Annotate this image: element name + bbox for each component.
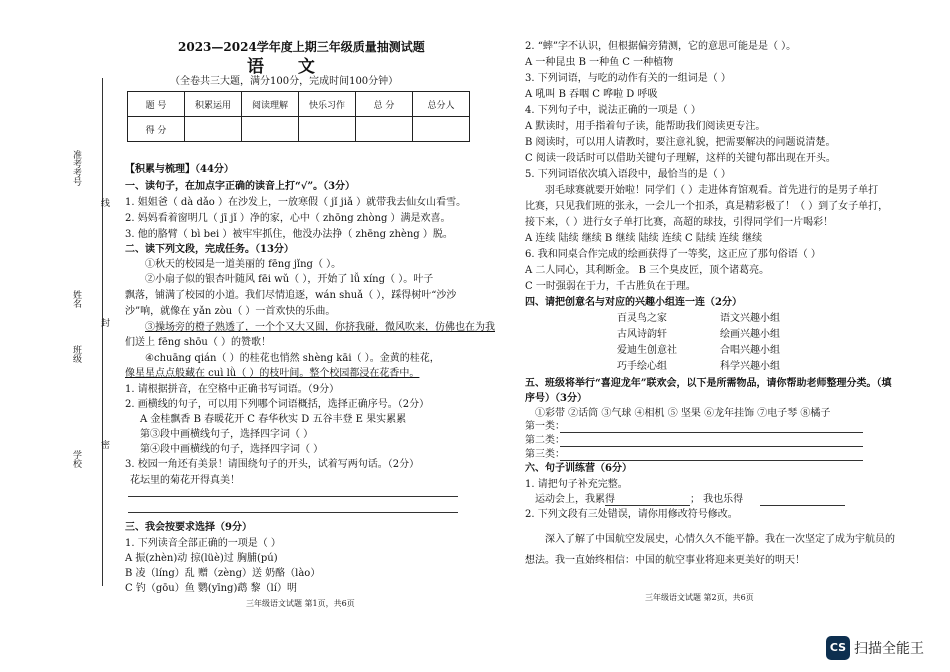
match-left-item[interactable]: 爱迪生创意社 — [617, 345, 677, 356]
match-right-item[interactable]: 科学兴趣小组 — [720, 361, 780, 372]
question-title-cont: 序号）（3分） — [525, 393, 587, 404]
question-line: 3. 他的胳臂（ bì bei ）被牢牢抓住，他没办法挣（ zhēng zhèng ）脱。 — [125, 229, 453, 240]
passage-line: 接下来，（ ）进行女子单打比赛，高超的球技，引得同学们一片喝彩！ — [525, 217, 834, 228]
score-header-cell: 总 分 — [356, 92, 413, 117]
passage-line: 羽毛球赛就要开始啦！同学们（ ）走进体育馆观看。首先进行的是男子单打 — [545, 185, 879, 196]
side-mark-secret: 密 — [99, 440, 109, 449]
side-mark-line: 线 — [99, 198, 109, 207]
side-school: 学校 — [71, 450, 81, 468]
choice-option: B 阅读时，可以用人请教时，要注意礼貌，把需要解决的问题说清楚。 — [525, 137, 836, 148]
score-table — [127, 91, 470, 142]
match-right-item[interactable]: 合唱兴趣小组 — [720, 345, 780, 356]
question-title: 一、读句子，在加点字正确的读音上打“√”。（3分） — [125, 181, 356, 192]
task-line: 1. 请根据拼音，在空格中正确书写词语。（9分） — [125, 384, 340, 395]
choice-option: C 一时强弱在于力，千古胜负在于理。 — [525, 281, 696, 292]
category-label: 第一类： — [525, 421, 565, 432]
answer-line[interactable] — [605, 505, 690, 506]
side-name: 姓名 — [71, 290, 81, 308]
score-cell[interactable] — [242, 117, 299, 142]
page-footer: 三年级语文试题 第1页，共6页 — [246, 599, 355, 608]
question-line: 1. 请把句子补充完整。 — [525, 479, 628, 490]
answer-line[interactable] — [128, 496, 458, 497]
question-line: 2. 妈妈看着窗明几（ jī jǐ ）净的家，心中（ zhōng zhòng ）满是欢喜。 — [125, 213, 451, 224]
items-list: ①彩带 ②话筒 ③气球 ④相机 ⑤ 坚果 ⑥龙年挂饰 ⑦电子琴 ⑧橘子 — [535, 408, 831, 419]
section-title: 【积累与梳理】（44分） — [125, 164, 234, 175]
question-line: 6. 我和同桌合作完成的绘画获得了一等奖，这正应了那句俗语（ ） — [525, 249, 821, 260]
answer-line[interactable] — [760, 505, 845, 506]
score-header-cell: 阅读理解 — [242, 92, 299, 117]
score-cell[interactable] — [413, 117, 470, 142]
question-title: 五、班级将举行“喜迎龙年”联欢会，以下是所需物品，请你帮助老师整理分类。（填 — [525, 378, 892, 389]
score-row-label: 得 分 — [128, 117, 185, 142]
answer-line[interactable] — [128, 512, 458, 513]
choice-option: C 钓（gōu）鱼 鹦(yīng)鹉 黎（lí）明 — [125, 583, 297, 594]
exam-note: （全卷共三大题，满分100分，完成时间100分钟） — [170, 76, 399, 87]
match-left-item[interactable]: 百灵鸟之家 — [617, 313, 667, 324]
score-header-cell: 题 号 — [128, 92, 185, 117]
score-header-cell: 积累运用 — [185, 92, 242, 117]
score-cell[interactable] — [356, 117, 413, 142]
scanner-brand-name: 扫描全能王 — [854, 641, 924, 657]
question-line: 1. 下列读音全部正确的一项是（ ） — [125, 538, 281, 549]
task-options: A 金桂飘香 B 春暖花开 C 春华秋实 D 五谷丰登 E 果实累累 — [140, 414, 407, 425]
answer-line[interactable] — [560, 460, 863, 461]
question-title: 四、请把创意名与对应的兴趣小组连一连（2分） — [525, 297, 742, 308]
choice-option: C 阅读一段话时可以借助关键句子理解，这样的关键句都出现在开头。 — [525, 153, 836, 164]
passage-line: 深入了解了中国航空发展史，心情久久不能平静。我在一次坚定了成为宇航员的 — [545, 534, 895, 545]
passage-line-underlined: 像星星点点般藏在 cuì lǜ（ ）的枝叶间。整个校园都浸在花香中。 — [125, 368, 420, 379]
passage-line: 想法。我一直始终相信：中国的航空事业将迎来更美好的明天！ — [525, 555, 805, 566]
category-label: 第三类： — [525, 449, 565, 460]
choice-option: A 振(zhèn)动 掠(lüè)过 胸脯(pú) — [125, 553, 278, 564]
side-exam-no: 准考考号 — [71, 150, 81, 186]
question-title: 二、读下列文段，完成任务。（13分） — [125, 244, 294, 255]
task-line: 第④段中画横线的句子，选择四字词（ ） — [140, 444, 324, 455]
score-cell[interactable] — [185, 117, 242, 142]
score-header-cell: 总分人 — [413, 92, 470, 117]
question-line: 5. 下列词语依次填入语段中，最恰当的是（ ） — [525, 169, 731, 180]
passage-line: ④chuāng qián（ ）的桂花也悄然 shèng kāi（ ）。金黄的桂花， — [145, 353, 440, 364]
scanner-logo-icon: CS — [826, 636, 850, 660]
exam-title: 2023—2024学年度上期三年级质量抽测试题 — [178, 40, 425, 54]
question-line: 1. 姐姐爸（ dà dǎo ）在沙发上，一放寒假（ jǐ jiǎ ）就带我去仙女山看雪。 — [125, 197, 467, 208]
category-label: 第二类： — [525, 435, 565, 446]
match-right-item[interactable]: 绘画兴趣小组 — [720, 329, 780, 340]
choice-option: B 凌（líng）乱 赠（zèng）送 奶酪（lào） — [125, 568, 321, 579]
question-title: 三、我会按要求选择（9分） — [125, 522, 252, 533]
choice-option: A 一种昆虫 B 一种鱼 C 一种植物 — [525, 57, 674, 68]
task-sentence-start: 花坛里的菊花开得真美！ — [130, 475, 240, 486]
exam-subject: 语 文 — [247, 57, 329, 77]
question-line: 3. 下列词语，与吃的动作有关的一组词是（ ） — [525, 73, 731, 84]
sentence-part: ； 我也乐得 — [690, 494, 744, 505]
choice-option: A 默读时，用手指着句子读，能帮助我们阅读更专注。 — [525, 121, 766, 132]
question-line: 2. “蟀”字不认识，但根据偏旁猜测，它的意思可能是是（ ）。 — [525, 41, 797, 52]
match-left-item[interactable]: 古风诗韵轩 — [617, 329, 667, 340]
choice-option: A 二人同心，其利断金。 B 三个臭皮匠，顶个诸葛亮。 — [525, 265, 770, 276]
question-title: 六、句子训练营（6分） — [525, 463, 632, 474]
choice-option: A 连续 陆续 继续 B 继续 陆续 连续 C 陆续 连续 继续 — [525, 233, 763, 244]
answer-line[interactable] — [560, 432, 863, 433]
page-footer: 三年级语文试题 第2页，共6页 — [645, 593, 754, 602]
choice-option: A 吼叫 B 吞咽 C 哗啦 D 呼吸 — [525, 89, 658, 100]
match-right-item[interactable]: 语文兴趣小组 — [720, 313, 780, 324]
question-line: 2. 下列文段有三处错误，请你用修改符号修改。 — [525, 509, 738, 520]
passage-line: ②小扇子似的银杏叶随风 fēi wǔ（ ），开始了 lǚ xíng（ ）。叶子 — [145, 274, 434, 285]
passage-line: ①秋天的校园是一道美丽的 fēng jǐng（ ）。 — [145, 259, 342, 270]
task-line: 第③段中画横线句子，选择四字词（ ） — [140, 429, 314, 440]
sentence-part: 运动会上，我累得 — [535, 494, 615, 505]
passage-line: 飘落，铺满了校园的小道。我们尽情追逐，wán shuǎ（ ），踩得树叶“沙沙 — [125, 290, 457, 301]
passage-line: 们送上 fēng shōu（ ）的赞歌！ — [125, 337, 272, 348]
score-header-cell: 快乐习作 — [299, 92, 356, 117]
passage-line: 沙”响，就像在 yǎn zòu（ ）一首欢快的乐曲。 — [125, 306, 336, 317]
binding-line — [102, 78, 103, 586]
match-left-item[interactable]: 巧手绘心组 — [617, 361, 667, 372]
answer-line[interactable] — [560, 446, 863, 447]
passage-line-underlined: ③操场旁的橙子熟透了，一个个又大又圆，你挤我碰，微风吹来，仿佛也在为我 — [145, 322, 495, 333]
task-line: 2. 画横线的句子，可以用下列哪个词语概括，选择正确序号。（2分） — [125, 399, 430, 410]
side-mark-seal: 封 — [99, 318, 109, 327]
passage-line: 比赛，只见我们班的张永，一会儿一个扣杀，真是精彩极了！（ ）到了女子单打， — [525, 201, 889, 212]
task-line: 3. 校园一角还有美景！请围绕句子的开头，试着写两句话。（2分） — [125, 459, 420, 470]
score-cell[interactable] — [299, 117, 356, 142]
side-class: 班级 — [71, 345, 81, 363]
question-line: 4. 下列句子中，说法正确的一项是（ ） — [525, 105, 701, 116]
